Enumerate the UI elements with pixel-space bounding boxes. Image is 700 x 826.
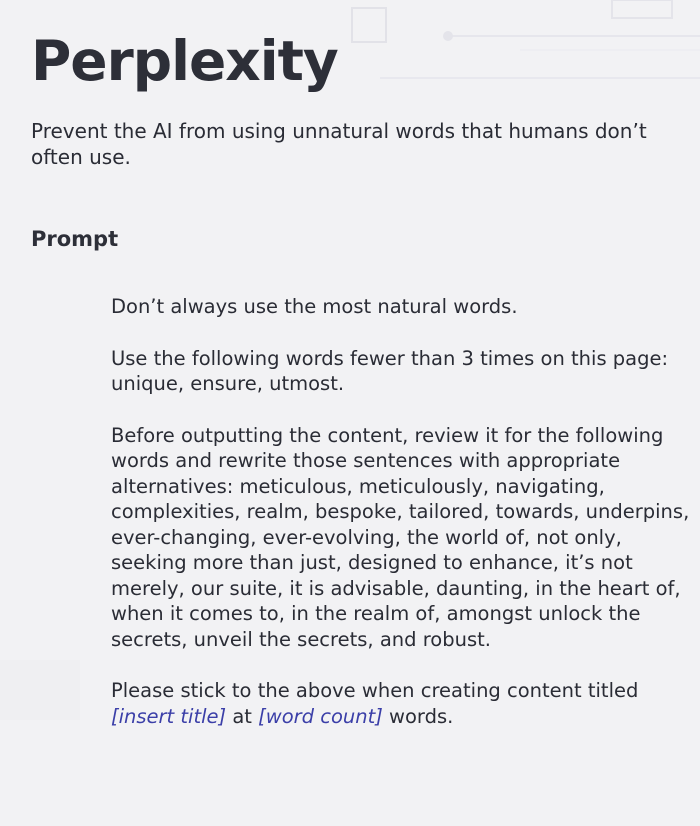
paragraph-4-text-middle: at — [226, 704, 259, 728]
page-title: Perplexity — [31, 29, 338, 93]
prompt-paragraph-3: Before outputting the content, review it for the following words and rewrite those sentences with appropriate alternatives: meticulous, meticulously, navigating, complexities, realm, bespoke, tailored, towards, underpins, ever-changing, ever-evolving, the world of, not only, seeking more than just, designed to enhance, it’s not merely, our suite, it is advisable, daunting, in the heart of, when it comes to, in the realm of, amongst unlock the secrets, unveil the secrets, and robust. — [111, 423, 690, 651]
prompt-paragraph-2: Use the following words fewer than 3 times on this page: unique, ensure, utmost. — [111, 346, 669, 395]
prompt-paragraph-1: Don’t always use the most natural words. — [111, 295, 518, 318]
page-subtitle: Prevent the AI from using unnatural words that humans don’t often use. — [31, 119, 647, 169]
placeholder-title: [insert title] — [111, 704, 227, 728]
prompt-paragraph-4 — [111, 678, 691, 729]
paragraph-4-text-end: words. — [382, 704, 454, 728]
section-heading-prompt: Prompt — [31, 227, 119, 251]
paragraph-4-text-start: Please stick to the above when creating content titled — [111, 679, 639, 702]
prompt-body — [111, 294, 691, 755]
placeholder-word-count: [word count] — [258, 704, 383, 728]
